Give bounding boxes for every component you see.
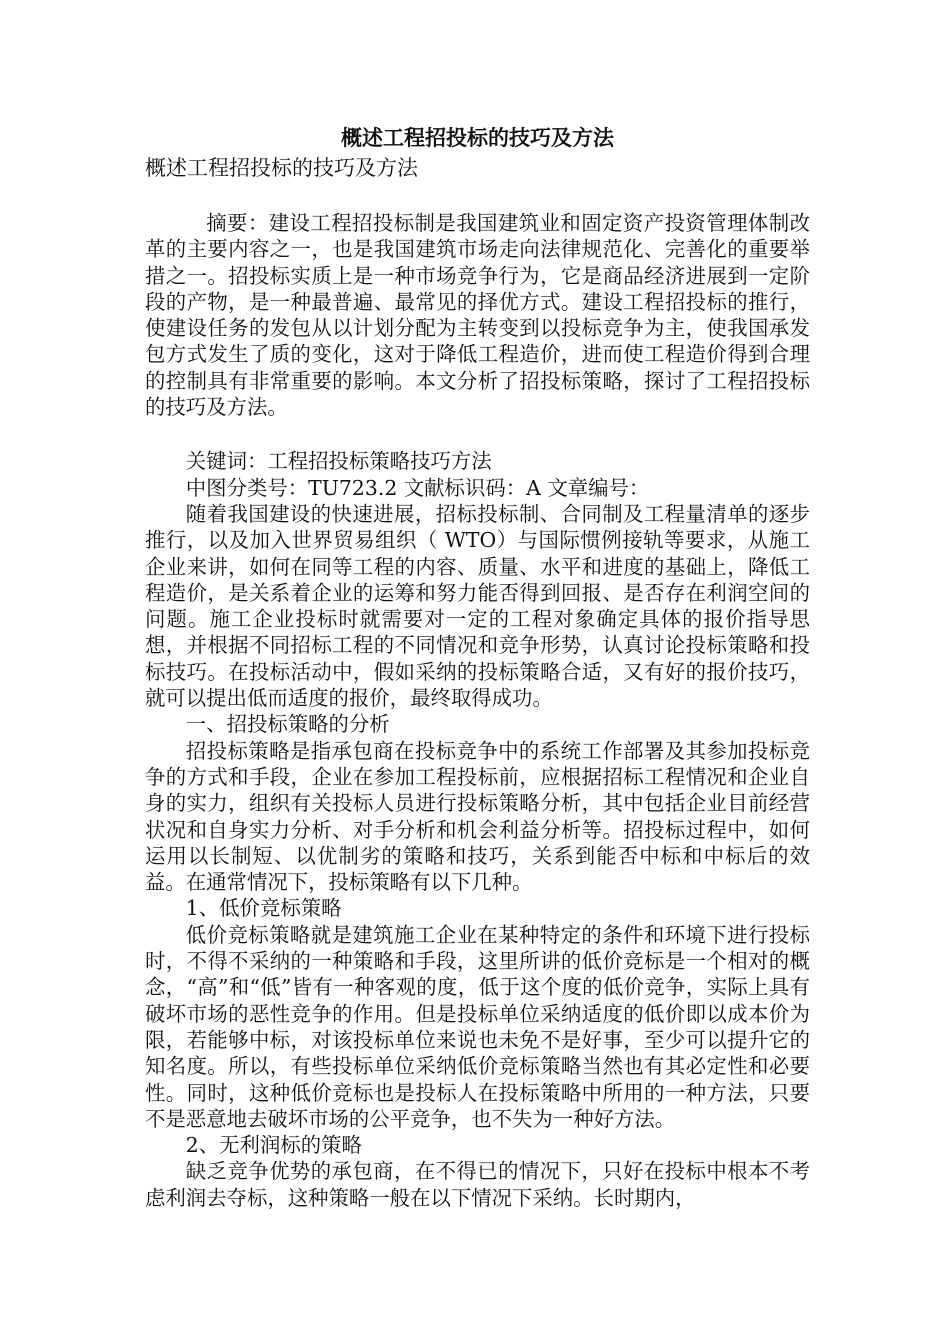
document-body (145, 122, 810, 1211)
document-title: 概述工程招投标的技巧及方法 (341, 125, 614, 150)
subsection-paragraph-low-price: 低价竞标策略就是建筑施工企业在某种特定的条件和环境下进行投标时，不得不采纳的一种策略和手段，这里所讲的低价竞标是一个相对的概念，“高”和“低”皆有一种客观的度，低于这个度的低价竞争，实际上具有破坏市场的恶性竞争的作用。但是投标单位采纳适度的低价即以成本价为限，若能够中标，对该投标单位来说也未免不是好事，至少可以提升它的知名度。所以，有些投标单位采纳低价竞标策略当然也有其必定性和必要性。同时，这种低价竞标也是投标人在投标策略中所用的一种方法，只要不是恶意地去破坏市场的公平竞争，也不失为一种好方法。 (145, 922, 810, 1131)
blank-line (145, 182, 810, 210)
subsection-heading-low-price: 1、低价竞标策略 (185, 896, 342, 921)
classification-line: 中图分类号：TU723.2 文献标识码：A 文章编号： (185, 475, 650, 500)
document-subtitle: 概述工程招投标的技巧及方法 (145, 156, 418, 180)
subsection-paragraph-no-profit: 缺乏竞争优势的承包商，在不得已的情况下，只好在投标中根本不考虑利润去夺标，这种策略一般在以下情况下采纳。长时期内， (145, 1159, 810, 1210)
blank-line (145, 420, 810, 448)
intro-paragraph: 随着我国建设的快速进展，招标投标制、合同制及工程量清单的逐步推行，以及加入世界贸易组织（ WTO）与国际惯例接轨等要求，从施工企业来讲，如何在同等工程的内容、质量、水平和进度的基础上，降低工程造价，是关系着企业的运筹和努力能否得到回报、是否存在利润空间的问题。施工企业投标时就需要对一定的工程对象确定具体的报价指导思想，并根据不同招标工程的不同情况和竞争形势，认真讨论投标策略和投标技巧。在投标活动中，假如采纳的投标策略合适，又有好的报价技巧，就可以提出低而适度的报价，最终取得成功。 (145, 501, 810, 711)
section-paragraph-strategy-analysis: 招投标策略是指承包商在投标竞争中的系统工作部署及其参加投标竞争的方式和手段，企业在参加工程投标前，应根据招标工程情况和企业自身的实力，组织有关投标人员进行投标策略分析，其中包括企业目前经营状况和自身实力分析、对手分析和机会利益分析等。招投标过程中，如何运用以长制短、以优制劣的策略和技巧，关系到能否中标和中标后的效益。在通常情况下，投标策略有以下几种。 (145, 738, 810, 895)
keywords-line: 关键词：工程招投标策略技巧方法 (185, 449, 492, 474)
section-heading-strategy-analysis: 一、招投标策略的分析 (185, 712, 390, 737)
abstract-paragraph: 摘要：建设工程招投标制是我国建筑业和固定资产投资管理体制改革的主要内容之一，也是我国建筑市场走向法律规范化、完善化的重要举措之一。招投标实质上是一种市场竞争行为，它是商品经济进展到一定阶段的产物，是一种最普遍、最常见的择优方式。建设工程招投标的推行，使建设任务的发包从以计划分配为主转变到以投标竞争为主，使我国承发包方式发生了质的变化，这对于降低工程造价，进而使工程造价得到合理的控制具有非常重要的影响。本文分析了招投标策略，探讨了工程招投标的技巧及方法。 (145, 211, 810, 420)
subsection-heading-no-profit: 2、无利润标的策略 (185, 1133, 362, 1158)
